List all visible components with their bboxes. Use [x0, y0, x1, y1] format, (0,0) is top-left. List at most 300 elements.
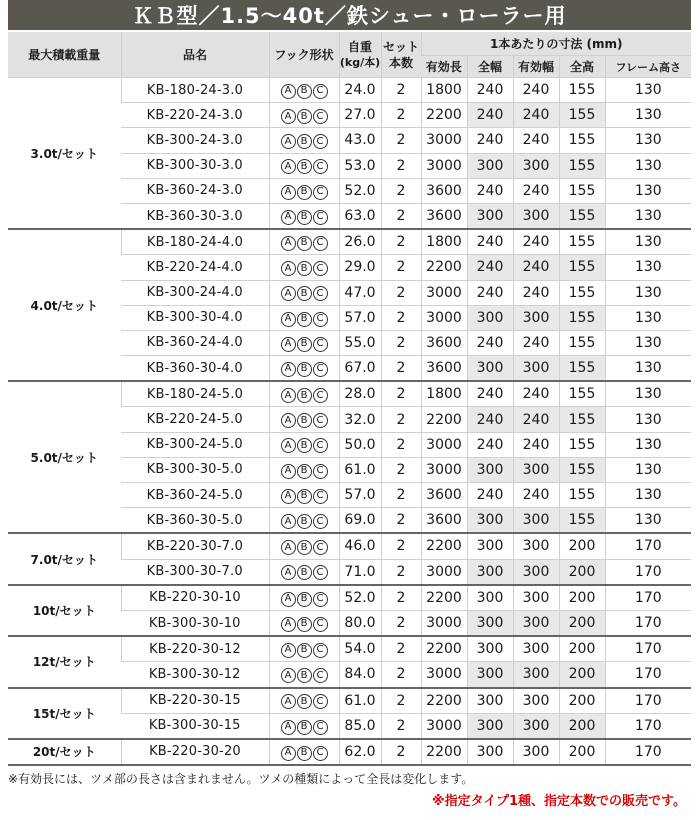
- count-cell: 2: [381, 78, 421, 103]
- capacity-cell: 15t/セット: [8, 688, 121, 739]
- hook-letter-circle: B: [297, 261, 312, 276]
- width-cell: 300: [467, 153, 513, 178]
- frame-height-cell: 170: [605, 688, 691, 714]
- hook-letter-circle: C: [313, 109, 328, 124]
- count-cell: 2: [381, 610, 421, 636]
- weight-cell: 50.0: [339, 432, 381, 457]
- hook-letters: [281, 413, 328, 428]
- product-name-cell: KB-360-30-4.0: [121, 356, 269, 382]
- eff-len-cell: 3000: [421, 559, 467, 585]
- hook-letter-circle: C: [313, 286, 328, 301]
- frame-height-cell: 130: [605, 128, 691, 153]
- width-cell: 240: [467, 330, 513, 355]
- height-cell: 200: [559, 610, 605, 636]
- hook-letter-circle: C: [313, 210, 328, 225]
- hook-letter-circle: A: [281, 312, 296, 327]
- hook-letter-circle: B: [297, 84, 312, 99]
- product-name-cell: KB-360-24-5.0: [121, 483, 269, 508]
- table-row: [8, 688, 691, 714]
- height-cell: 155: [559, 381, 605, 407]
- hook-letter-circle: B: [297, 617, 312, 632]
- height-cell: 155: [559, 305, 605, 330]
- eff-len-cell: 2200: [421, 255, 467, 280]
- hook-letter-circle: B: [297, 388, 312, 403]
- hook-letter-circle: A: [281, 109, 296, 124]
- table-body: [8, 78, 691, 766]
- hook-letter-circle: A: [281, 720, 296, 735]
- hook-letters: [281, 464, 328, 479]
- frame-height-cell: 130: [605, 229, 691, 255]
- eff-len-cell: 3000: [421, 128, 467, 153]
- frame-height-cell: 130: [605, 280, 691, 305]
- count-cell: 2: [381, 559, 421, 585]
- capacity-cell: 7.0t/セット: [8, 533, 121, 584]
- count-cell: 2: [381, 662, 421, 688]
- hook-letter-circle: B: [297, 643, 312, 658]
- eff-width-cell: 300: [513, 203, 559, 229]
- width-cell: 300: [467, 739, 513, 765]
- frame-height-cell: 130: [605, 381, 691, 407]
- hook-letter-circle: B: [297, 413, 312, 428]
- weight-cell: 80.0: [339, 610, 381, 636]
- eff-len-cell: 2200: [421, 688, 467, 714]
- hook-letter-circle: B: [297, 109, 312, 124]
- page-title: ＫＢ型／1.5～40t／鉄シュー・ローラー用: [8, 0, 691, 30]
- count-cell: 2: [381, 407, 421, 432]
- hook-shape-cell: [269, 330, 339, 355]
- hook-letters: [281, 84, 328, 99]
- eff-len-cell: 3600: [421, 508, 467, 534]
- table-row: [8, 739, 691, 765]
- hook-letters: [281, 210, 328, 225]
- hook-letter-circle: B: [297, 592, 312, 607]
- height-cell: 155: [559, 255, 605, 280]
- hook-letter-circle: C: [313, 668, 328, 683]
- header-hook: フック形状: [269, 32, 339, 78]
- hook-letter-circle: C: [313, 84, 328, 99]
- hook-letter-circle: C: [313, 464, 328, 479]
- height-cell: 155: [559, 103, 605, 128]
- hook-shape-cell: [269, 229, 339, 255]
- weight-cell: 32.0: [339, 407, 381, 432]
- frame-height-cell: 130: [605, 330, 691, 355]
- hook-letters: [281, 694, 328, 709]
- hook-letters: [281, 159, 328, 174]
- hook-letter-circle: C: [313, 489, 328, 504]
- eff-len-cell: 3600: [421, 203, 467, 229]
- eff-width-cell: 240: [513, 128, 559, 153]
- product-name-cell: KB-300-30-4.0: [121, 305, 269, 330]
- hook-letter-circle: B: [297, 159, 312, 174]
- height-cell: 200: [559, 713, 605, 739]
- header-height: 全高: [559, 56, 605, 78]
- width-cell: 300: [467, 457, 513, 482]
- hook-shape-cell: [269, 457, 339, 482]
- table-row: [8, 229, 691, 255]
- count-cell: 2: [381, 585, 421, 611]
- hook-letter-circle: A: [281, 413, 296, 428]
- product-name-cell: KB-360-30-3.0: [121, 203, 269, 229]
- hook-letters: [281, 617, 328, 632]
- frame-height-cell: 170: [605, 533, 691, 559]
- eff-len-cell: 1800: [421, 229, 467, 255]
- hook-letter-circle: C: [313, 438, 328, 453]
- eff-width-cell: 240: [513, 432, 559, 457]
- width-cell: 240: [467, 381, 513, 407]
- eff-len-cell: 2200: [421, 103, 467, 128]
- eff-width-cell: 300: [513, 153, 559, 178]
- weight-cell: 53.0: [339, 153, 381, 178]
- count-cell: 2: [381, 128, 421, 153]
- hook-shape-cell: [269, 407, 339, 432]
- count-cell: 2: [381, 178, 421, 203]
- weight-cell: 61.0: [339, 457, 381, 482]
- hook-letter-circle: B: [297, 185, 312, 200]
- hook-letter-circle: C: [313, 746, 328, 761]
- eff-width-cell: 300: [513, 457, 559, 482]
- hook-letters: [281, 668, 328, 683]
- product-name-cell: KB-300-30-12: [121, 662, 269, 688]
- hook-letter-circle: B: [297, 668, 312, 683]
- count-cell: 2: [381, 457, 421, 482]
- eff-width-cell: 240: [513, 483, 559, 508]
- hook-shape-cell: [269, 533, 339, 559]
- weight-cell: 29.0: [339, 255, 381, 280]
- width-cell: 240: [467, 407, 513, 432]
- count-cell: 2: [381, 713, 421, 739]
- table-row: [8, 78, 691, 103]
- hook-letter-circle: A: [281, 185, 296, 200]
- count-cell: 2: [381, 483, 421, 508]
- header-width: 全幅: [467, 56, 513, 78]
- weight-cell: 57.0: [339, 483, 381, 508]
- hook-letter-circle: A: [281, 210, 296, 225]
- frame-height-cell: 130: [605, 432, 691, 457]
- product-name-cell: KB-300-24-5.0: [121, 432, 269, 457]
- hook-letters: [281, 438, 328, 453]
- product-name-cell: KB-220-24-3.0: [121, 103, 269, 128]
- eff-len-cell: 3600: [421, 178, 467, 203]
- frame-height-cell: 130: [605, 78, 691, 103]
- hook-letter-circle: C: [313, 592, 328, 607]
- weight-cell: 57.0: [339, 305, 381, 330]
- eff-width-cell: 240: [513, 330, 559, 355]
- hook-letter-circle: C: [313, 694, 328, 709]
- count-cell: 2: [381, 636, 421, 662]
- hook-letters: [281, 286, 328, 301]
- product-name-cell: KB-180-24-3.0: [121, 78, 269, 103]
- header-weight-line2: (kg/本): [339, 55, 381, 69]
- hook-shape-cell: [269, 356, 339, 382]
- hook-letter-circle: B: [297, 746, 312, 761]
- height-cell: 155: [559, 128, 605, 153]
- weight-cell: 63.0: [339, 203, 381, 229]
- hook-shape-cell: [269, 585, 339, 611]
- count-cell: 2: [381, 508, 421, 534]
- hook-letter-circle: B: [297, 134, 312, 149]
- eff-width-cell: 240: [513, 178, 559, 203]
- eff-width-cell: 300: [513, 533, 559, 559]
- spec-table: [8, 32, 691, 766]
- frame-height-cell: 170: [605, 739, 691, 765]
- width-cell: 300: [467, 533, 513, 559]
- hook-shape-cell: [269, 662, 339, 688]
- eff-width-cell: 300: [513, 585, 559, 611]
- table-row: [8, 585, 691, 611]
- hook-letter-circle: C: [313, 312, 328, 327]
- product-name-cell: KB-220-30-12: [121, 636, 269, 662]
- eff-len-cell: 3000: [421, 457, 467, 482]
- capacity-cell: 12t/セット: [8, 636, 121, 687]
- footnote-length: ※有効長には、ツメ部の長さは含まれません。ツメの種類によって全長は変化します。: [8, 772, 474, 786]
- header-capacity: 最大積載重量: [8, 32, 121, 78]
- frame-height-cell: 130: [605, 457, 691, 482]
- hook-letter-circle: A: [281, 261, 296, 276]
- count-cell: 2: [381, 381, 421, 407]
- hook-letters: [281, 185, 328, 200]
- frame-height-cell: 170: [605, 662, 691, 688]
- weight-cell: 26.0: [339, 229, 381, 255]
- product-name-cell: KB-220-30-20: [121, 739, 269, 765]
- hook-letter-circle: C: [313, 236, 328, 251]
- width-cell: 300: [467, 203, 513, 229]
- height-cell: 155: [559, 483, 605, 508]
- hook-letter-circle: C: [313, 413, 328, 428]
- hook-letter-circle: A: [281, 286, 296, 301]
- product-name-cell: KB-220-24-5.0: [121, 407, 269, 432]
- hook-letter-circle: B: [297, 286, 312, 301]
- hook-letter-circle: A: [281, 134, 296, 149]
- hook-shape-cell: [269, 713, 339, 739]
- product-name-cell: KB-300-24-4.0: [121, 280, 269, 305]
- height-cell: 200: [559, 688, 605, 714]
- eff-len-cell: 3000: [421, 713, 467, 739]
- count-cell: 2: [381, 330, 421, 355]
- header-eff-width: 有効幅: [513, 56, 559, 78]
- hook-shape-cell: [269, 610, 339, 636]
- eff-width-cell: 300: [513, 739, 559, 765]
- hook-letter-circle: A: [281, 694, 296, 709]
- hook-letter-circle: C: [313, 134, 328, 149]
- height-cell: 155: [559, 432, 605, 457]
- product-name-cell: KB-300-30-10: [121, 610, 269, 636]
- hook-letters: [281, 388, 328, 403]
- header-weight: [339, 32, 381, 78]
- eff-width-cell: 300: [513, 559, 559, 585]
- hook-letters: [281, 337, 328, 352]
- weight-cell: 54.0: [339, 636, 381, 662]
- eff-width-cell: 240: [513, 255, 559, 280]
- weight-cell: 47.0: [339, 280, 381, 305]
- hook-letter-circle: A: [281, 746, 296, 761]
- hook-letters: [281, 134, 328, 149]
- hook-letter-circle: A: [281, 565, 296, 580]
- frame-height-cell: 170: [605, 610, 691, 636]
- width-cell: 240: [467, 483, 513, 508]
- hook-shape-cell: [269, 103, 339, 128]
- hook-letter-circle: B: [297, 337, 312, 352]
- eff-len-cell: 3000: [421, 153, 467, 178]
- height-cell: 200: [559, 739, 605, 765]
- height-cell: 155: [559, 78, 605, 103]
- hook-letter-circle: A: [281, 362, 296, 377]
- header-count-line2: 本数: [388, 55, 413, 70]
- weight-cell: 69.0: [339, 508, 381, 534]
- hook-letter-circle: C: [313, 388, 328, 403]
- count-cell: 2: [381, 103, 421, 128]
- height-cell: 155: [559, 280, 605, 305]
- hook-letter-circle: C: [313, 185, 328, 200]
- count-cell: 2: [381, 153, 421, 178]
- height-cell: 155: [559, 356, 605, 382]
- width-cell: 240: [467, 78, 513, 103]
- hook-letter-circle: B: [297, 312, 312, 327]
- height-cell: 200: [559, 662, 605, 688]
- product-name-cell: KB-360-24-3.0: [121, 178, 269, 203]
- eff-len-cell: 1800: [421, 381, 467, 407]
- hook-letter-circle: B: [297, 210, 312, 225]
- eff-width-cell: 300: [513, 636, 559, 662]
- hook-letter-circle: A: [281, 337, 296, 352]
- product-name-cell: KB-300-30-3.0: [121, 153, 269, 178]
- hook-letter-circle: B: [297, 236, 312, 251]
- header-dims-group: 1本あたりの寸法 (mm): [421, 32, 691, 56]
- header-count: [381, 32, 421, 78]
- hook-shape-cell: [269, 305, 339, 330]
- hook-letters: [281, 720, 328, 735]
- table-row: [8, 636, 691, 662]
- frame-height-cell: 130: [605, 178, 691, 203]
- hook-letter-circle: A: [281, 236, 296, 251]
- frame-height-cell: 130: [605, 407, 691, 432]
- product-name-cell: KB-220-30-7.0: [121, 533, 269, 559]
- width-cell: 240: [467, 280, 513, 305]
- height-cell: 155: [559, 330, 605, 355]
- eff-width-cell: 240: [513, 381, 559, 407]
- eff-width-cell: 300: [513, 356, 559, 382]
- product-name-cell: KB-360-30-5.0: [121, 508, 269, 534]
- hook-letters: [281, 540, 328, 555]
- hook-letter-circle: C: [313, 643, 328, 658]
- frame-height-cell: 170: [605, 713, 691, 739]
- width-cell: 300: [467, 688, 513, 714]
- eff-len-cell: 3600: [421, 330, 467, 355]
- eff-len-cell: 2200: [421, 585, 467, 611]
- width-cell: 300: [467, 305, 513, 330]
- hook-letter-circle: B: [297, 362, 312, 377]
- hook-shape-cell: [269, 636, 339, 662]
- eff-len-cell: 2200: [421, 636, 467, 662]
- weight-cell: 27.0: [339, 103, 381, 128]
- hook-letter-circle: C: [313, 337, 328, 352]
- eff-width-cell: 240: [513, 280, 559, 305]
- hook-letter-circle: B: [297, 464, 312, 479]
- hook-letter-circle: C: [313, 362, 328, 377]
- eff-len-cell: 3000: [421, 280, 467, 305]
- hook-shape-cell: [269, 483, 339, 508]
- width-cell: 240: [467, 229, 513, 255]
- eff-len-cell: 3000: [421, 305, 467, 330]
- hook-shape-cell: [269, 508, 339, 534]
- weight-cell: 46.0: [339, 533, 381, 559]
- hook-letter-circle: C: [313, 261, 328, 276]
- product-name-cell: KB-300-30-5.0: [121, 457, 269, 482]
- height-cell: 155: [559, 407, 605, 432]
- product-name-cell: KB-300-30-15: [121, 713, 269, 739]
- hook-letter-circle: C: [313, 540, 328, 555]
- hook-letter-circle: B: [297, 720, 312, 735]
- hook-shape-cell: [269, 381, 339, 407]
- hook-letter-circle: C: [313, 617, 328, 632]
- weight-cell: 55.0: [339, 330, 381, 355]
- capacity-cell: 4.0t/セット: [8, 229, 121, 381]
- height-cell: 200: [559, 585, 605, 611]
- width-cell: 300: [467, 356, 513, 382]
- header-weight-line1: 自重: [347, 39, 372, 54]
- weight-cell: 61.0: [339, 688, 381, 714]
- hook-letter-circle: B: [297, 565, 312, 580]
- count-cell: 2: [381, 305, 421, 330]
- width-cell: 240: [467, 432, 513, 457]
- hook-letter-circle: B: [297, 514, 312, 529]
- hook-letters: [281, 261, 328, 276]
- hook-letters: [281, 592, 328, 607]
- product-name-cell: KB-220-30-15: [121, 688, 269, 714]
- frame-height-cell: 130: [605, 508, 691, 534]
- frame-height-cell: 130: [605, 255, 691, 280]
- eff-len-cell: 2200: [421, 407, 467, 432]
- table-row: [8, 381, 691, 407]
- hook-shape-cell: [269, 255, 339, 280]
- eff-width-cell: 240: [513, 229, 559, 255]
- hook-shape-cell: [269, 178, 339, 203]
- hook-letter-circle: C: [313, 565, 328, 580]
- eff-width-cell: 300: [513, 508, 559, 534]
- count-cell: 2: [381, 432, 421, 457]
- capacity-cell: 3.0t/セット: [8, 78, 121, 230]
- header-frame-height: フレーム高さ: [605, 56, 691, 78]
- capacity-cell: 10t/セット: [8, 585, 121, 636]
- eff-width-cell: 240: [513, 103, 559, 128]
- hook-letter-circle: A: [281, 489, 296, 504]
- hook-shape-cell: [269, 128, 339, 153]
- height-cell: 200: [559, 559, 605, 585]
- height-cell: 155: [559, 153, 605, 178]
- count-cell: 2: [381, 280, 421, 305]
- hook-letter-circle: B: [297, 694, 312, 709]
- eff-len-cell: 2200: [421, 739, 467, 765]
- eff-len-cell: 2200: [421, 533, 467, 559]
- hook-letters: [281, 514, 328, 529]
- count-cell: 2: [381, 533, 421, 559]
- count-cell: 2: [381, 688, 421, 714]
- header-count-line1: セット: [382, 39, 419, 54]
- count-cell: 2: [381, 255, 421, 280]
- hook-letter-circle: A: [281, 514, 296, 529]
- hook-letter-circle: A: [281, 159, 296, 174]
- eff-width-cell: 300: [513, 305, 559, 330]
- hook-letter-circle: A: [281, 592, 296, 607]
- eff-width-cell: 300: [513, 662, 559, 688]
- width-cell: 300: [467, 559, 513, 585]
- product-name-cell: KB-300-30-7.0: [121, 559, 269, 585]
- height-cell: 200: [559, 533, 605, 559]
- hook-letters: [281, 643, 328, 658]
- hook-letter-circle: B: [297, 489, 312, 504]
- weight-cell: 24.0: [339, 78, 381, 103]
- eff-width-cell: 300: [513, 713, 559, 739]
- hook-shape-cell: [269, 153, 339, 178]
